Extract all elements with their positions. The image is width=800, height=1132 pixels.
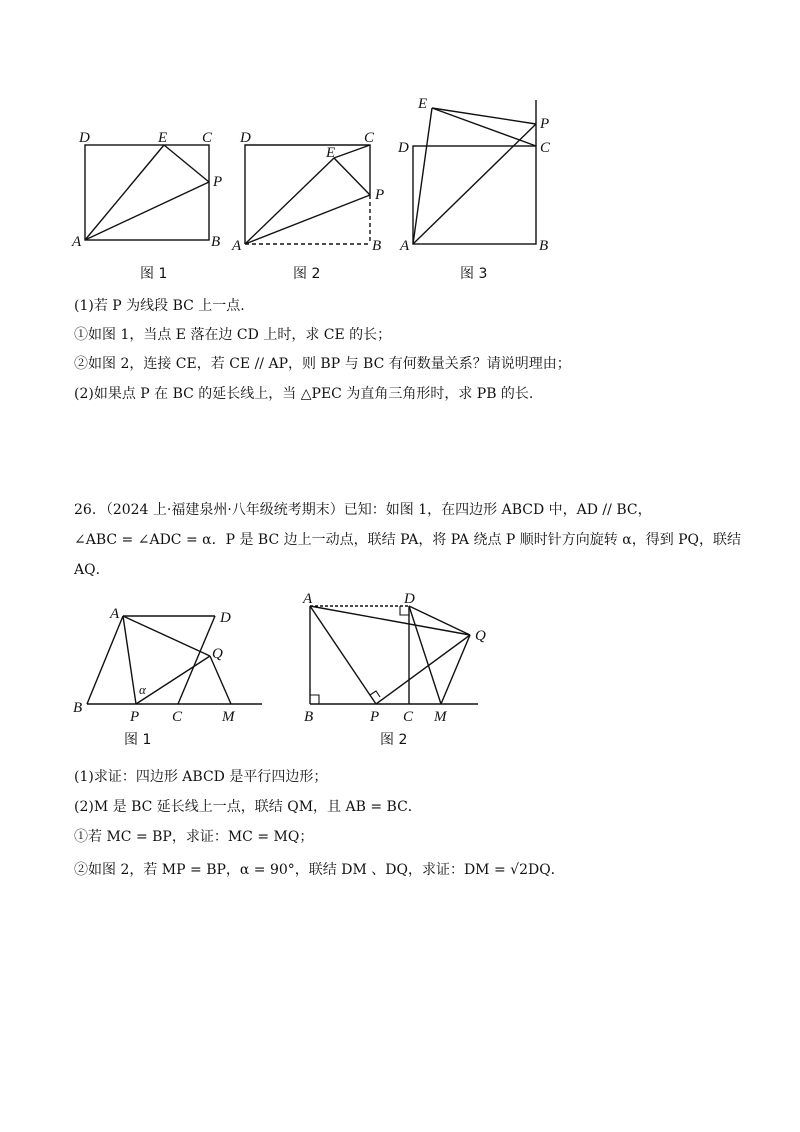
label-A: A [232,238,242,254]
label-P: P [213,174,223,190]
mid-figure-1 [65,600,275,755]
label-B: B [73,700,83,716]
figure-caption: 图 1 [124,732,152,748]
figure-caption: 图 2 [380,732,408,748]
label-A: A [110,606,120,622]
q25-part2: (2)如果点 P 在 BC 的延长线上，当 △PEC 为直角三角形时，求 PB 的长. [74,386,534,402]
label-C: C [364,130,375,146]
mid-figure-2 [295,585,495,755]
q25-part1: (1)若 P 为线段 BC 上一点. [74,298,245,314]
label-M: M [222,709,235,725]
q26-stem-line1: 26．（2024 上·福建泉州·八年级统考期末）已知：如图 1，在四边形 ABCD 中，AD // BC， [74,502,652,518]
label-E: E [158,130,168,146]
label-C: C [403,709,414,725]
label-P: P [375,187,385,203]
q26-part2-b: ②如图 2，若 MP = BP，α = 90°，联结 DM 、DQ，求证：DM = √2DQ． [74,862,565,878]
label-D: D [398,140,409,156]
top-figure-1 [60,120,230,290]
top-figure-2 [228,120,398,290]
q25-part1-b: ②如图 2，连接 CE，若 CE // AP，则 BP 与 BC 有何数量关系？请说明理由； [74,356,571,372]
label-P: P [370,709,380,725]
label-Q: Q [475,628,486,644]
label-B: B [304,709,314,725]
label-alpha: α [139,682,146,697]
label-P: P [540,116,550,132]
label-Q: Q [212,646,223,662]
label-A: A [72,234,82,250]
top-figure-3 [395,90,565,290]
label-E: E [418,96,428,112]
label-P: P [130,709,140,725]
label-B: B [211,234,221,250]
figure-caption: 图 3 [460,266,488,282]
label-C: C [202,130,213,146]
q26-stem-line3: AQ． [74,562,110,578]
q26-part1: (1)求证：四边形 ABCD 是平行四边形； [74,769,328,785]
label-M: M [434,709,447,725]
label-B: B [372,238,382,254]
label-C: C [540,140,551,156]
label-A: A [303,591,313,607]
label-C: C [172,709,183,725]
label-A: A [400,238,410,254]
figure-caption: 图 1 [140,266,168,282]
label-D: D [79,130,90,146]
label-D: D [220,610,231,626]
q25-part1-a: ①如图 1，当点 E 落在边 CD 上时，求 CE 的长； [74,327,392,343]
figure-caption: 图 2 [293,266,321,282]
label-E: E [326,145,336,161]
q26-stem-line2: ∠ABC = ∠ADC = α．P 是 BC 边上一动点，联结 PA，将 PA 绕点 P 顺时针方向旋转 α，得到 PQ，联结 [74,532,742,548]
q26-part2: (2)M 是 BC 延长线上一点，联结 QM，且 AB = BC． [74,799,422,815]
label-B: B [539,238,549,254]
label-D: D [240,130,251,146]
q26-part2-a: ①若 MC = BP，求证：MC = MQ； [74,829,314,845]
label-D: D [404,591,415,607]
